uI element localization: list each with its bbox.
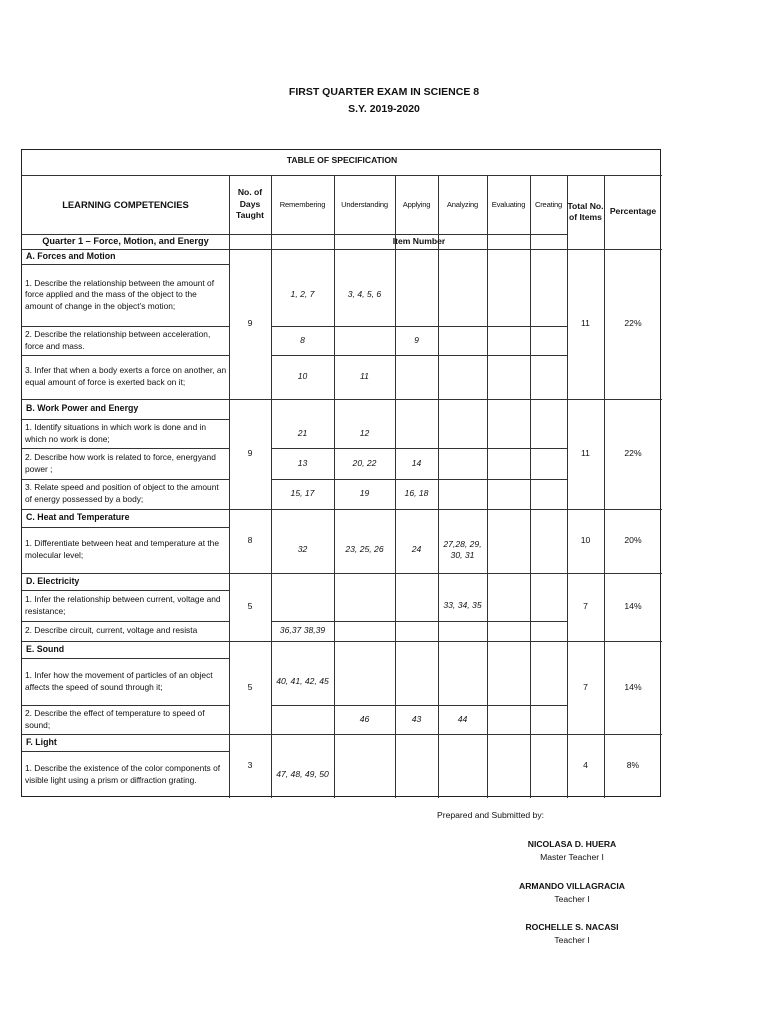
analyzing-items	[440, 326, 485, 355]
remembering-items: 21	[297, 427, 308, 438]
competency-description: 1. Infer how the movement of particles of an object affects the speed of sound through it;	[25, 669, 213, 692]
remembering-items: 32	[297, 544, 308, 555]
remembering-items: 36,37 38,39	[279, 625, 326, 636]
header-remembering: Remembering	[279, 199, 326, 209]
applying-items: 16, 18	[404, 488, 429, 499]
header-understanding: Understanding	[341, 199, 388, 209]
analyzing-items	[440, 658, 485, 705]
applying-items: 24	[411, 544, 422, 555]
remembering-items: 15, 17	[290, 488, 315, 499]
analyzing-items	[440, 751, 485, 798]
competency-description: 1. Infer the relationship between current, voltage and resistance;	[25, 593, 221, 616]
section-title: E. Sound	[26, 643, 65, 654]
analyzing-items: 44	[457, 713, 468, 724]
days-taught-value: 3	[247, 760, 253, 771]
remembering-items: 1, 2, 7	[290, 289, 315, 300]
analyzing-items	[440, 264, 485, 326]
total-items-value: 7	[583, 601, 588, 612]
section-title: F. Light	[26, 736, 57, 747]
competency-description: 1. Differentiate between heat and temperature at the molecular level;	[25, 538, 219, 560]
remembering-items	[273, 705, 332, 734]
analyzing-items	[440, 419, 485, 448]
remembering-items: 47, 48, 49, 50	[276, 768, 329, 779]
header-applying: Applying	[402, 199, 431, 209]
understanding-items	[336, 326, 393, 355]
applying-items: 43	[411, 713, 422, 724]
total-items-value: 7	[583, 681, 588, 692]
understanding-items	[336, 751, 393, 798]
applying-items	[397, 264, 436, 326]
days-taught-value: 5	[247, 601, 253, 612]
remembering-items: 8	[300, 334, 305, 345]
percentage-value: 20%	[624, 535, 642, 546]
header-analyzing: Analyzing	[446, 199, 479, 209]
header-learning-competencies: LEARNING COMPETENCIES	[62, 198, 189, 210]
applying-items	[397, 751, 436, 798]
competency-description: 3. Relate speed and position of object to the amount of energy possessed by a body;	[25, 482, 219, 504]
understanding-items: 46	[359, 713, 370, 724]
total-items-value: 11	[581, 318, 590, 329]
understanding-items	[336, 621, 393, 641]
applying-items	[397, 658, 436, 705]
applying-items: 9	[414, 334, 419, 345]
competency-description: 2. Describe the effect of temperature to speed of sound;	[25, 707, 205, 730]
applying-items: 14	[411, 457, 422, 468]
header-percentage: Percentage	[609, 206, 657, 217]
total-items-value: 4	[583, 760, 588, 771]
signatory-position: Teacher I	[554, 894, 590, 904]
days-taught-value: 8	[247, 535, 253, 546]
analyzing-items: 27,28, 29, 30, 31	[443, 538, 482, 560]
applying-items	[397, 590, 436, 621]
grid-line	[271, 249, 272, 264]
analyzing-items	[440, 479, 485, 509]
signatory-name: ROCHELLE S. NACASI	[525, 922, 619, 932]
remembering-items	[273, 590, 332, 621]
understanding-items: 11	[360, 371, 369, 382]
section-title: C. Heat and Temperature	[26, 512, 130, 523]
school-year: S.Y. 2019-2020	[348, 103, 420, 115]
section-title: A. Forces and Motion	[26, 250, 116, 261]
remembering-items: 40, 41, 42, 45	[276, 675, 329, 686]
header-days-taught: No. of Days Taught	[235, 187, 264, 221]
competency-description: 1. Describe the relationship between the amount of force applied and the mass of the object to the amount of change in the object’s motion;	[25, 277, 215, 311]
section-title: D. Electricity	[26, 575, 80, 586]
remembering-items: 10	[297, 371, 308, 382]
understanding-items: 20, 22	[352, 457, 377, 468]
total-items-value: 10	[580, 535, 591, 546]
item-number-label: Item Number	[392, 236, 446, 247]
percentage-value: 14%	[624, 681, 642, 692]
competency-description: 2. Describe how work is related to force, energyand power ;	[25, 451, 216, 474]
header-creating: Creating	[534, 199, 563, 209]
applying-items	[397, 621, 436, 641]
remembering-items: 13	[297, 457, 308, 468]
percentage-value: 22%	[624, 318, 642, 329]
applying-items	[397, 355, 436, 399]
competency-description: 3. Infer that when a body exerts a force on another, an equal amount of force is exerted back on it;	[25, 365, 227, 387]
understanding-items: 3, 4, 5, 6	[347, 289, 382, 300]
understanding-items: 12	[359, 427, 370, 438]
signatory-position: Master Teacher I	[540, 852, 604, 862]
signatory-3	[472, 921, 672, 947]
signatory-name: ARMANDO VILLAGRACIA	[519, 881, 625, 891]
competency-description: 1. Describe the existence of the color components of visible light using a prism or diffraction grating.	[25, 762, 221, 785]
total-items-value: 11	[581, 448, 590, 459]
days-taught-value: 9	[247, 318, 253, 329]
signatory-2	[472, 880, 672, 906]
section-title: B. Work Power and Energy	[26, 403, 139, 414]
competency-description: 1. Identify situations in which work is done and in which no work is done;	[25, 421, 207, 444]
percentage-value: 14%	[624, 601, 642, 612]
header-total-items: Total No. of Items	[567, 200, 604, 222]
signatory-1	[472, 838, 672, 864]
analyzing-items	[440, 355, 485, 399]
signatory-position: Teacher I	[554, 935, 590, 945]
days-taught-value: 9	[247, 448, 253, 459]
analyzing-items	[440, 621, 485, 641]
header-evaluating: Evaluating	[491, 199, 526, 209]
analyzing-items	[440, 448, 485, 479]
exam-title: FIRST QUARTER EXAM IN SCIENCE 8	[288, 86, 480, 98]
understanding-items	[336, 658, 393, 705]
competency-description: 2. Describe circuit, current, voltage and resista	[25, 625, 198, 636]
signatory-name: NICOLASA D. HUERA	[527, 839, 617, 849]
percentage-value: 8%	[626, 760, 640, 771]
table-title: TABLE OF SPECIFICATION	[286, 155, 398, 165]
percentage-value: 22%	[624, 448, 642, 459]
understanding-items: 19	[359, 488, 370, 499]
prepared-by-label: Prepared and Submitted by:	[437, 810, 545, 820]
specification-table	[21, 149, 661, 797]
understanding-items	[336, 590, 393, 621]
analyzing-items: 33, 34, 35	[443, 599, 482, 610]
applying-items	[397, 419, 436, 448]
quarter-label: Quarter 1 – Force, Motion, and Energy	[42, 236, 209, 247]
understanding-items: 23, 25, 26	[345, 544, 384, 555]
days-taught-value: 5	[247, 681, 253, 692]
competency-description: 2. Describe the relationship between acceleration, force and mass.	[25, 328, 211, 351]
